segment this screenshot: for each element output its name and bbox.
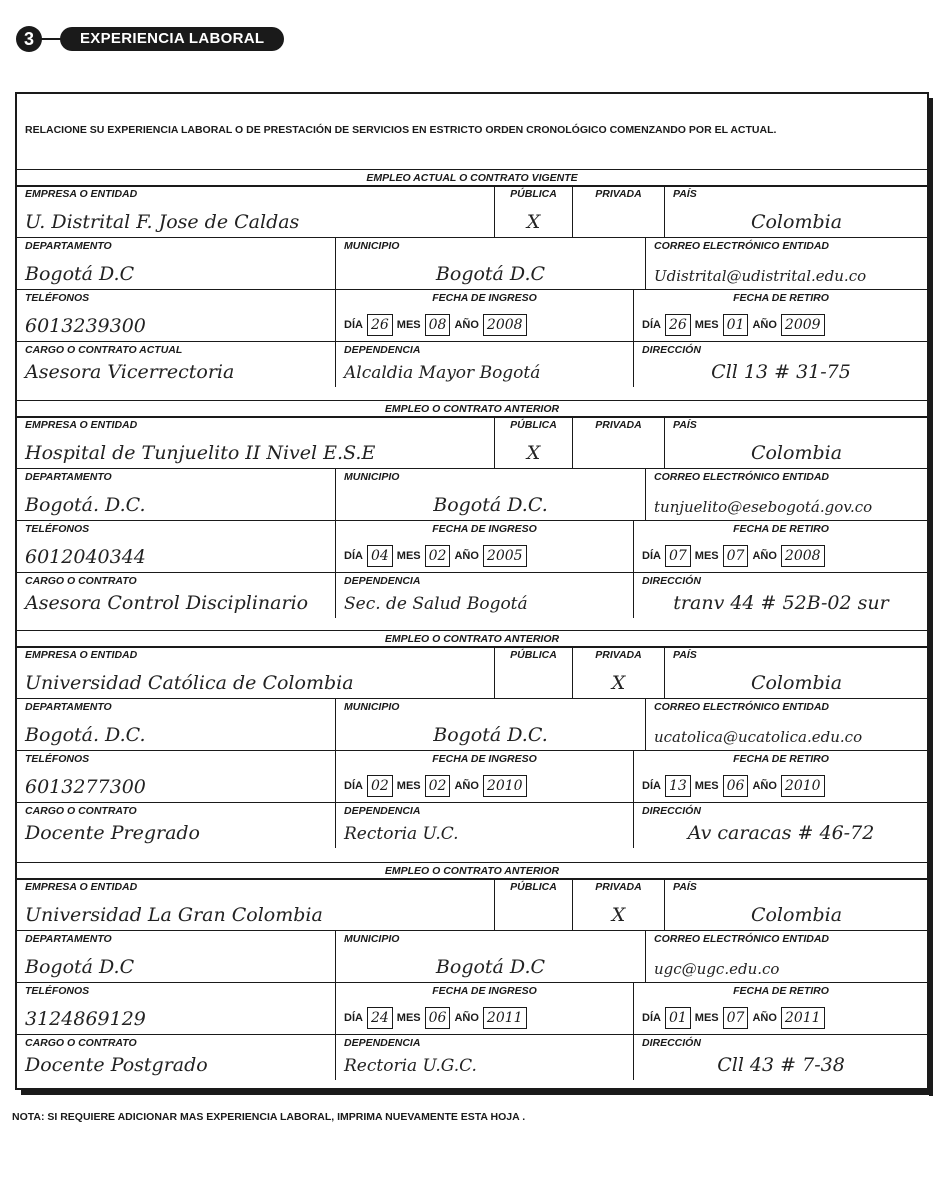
empresa-label: EMPRESA O ENTIDAD xyxy=(25,419,138,431)
direccion-value[interactable]: Av caracas # 46-72 xyxy=(687,822,875,844)
pais-label: PAÍS xyxy=(673,419,697,431)
job-block xyxy=(17,630,927,860)
cargo-value[interactable]: Docente Postgrado xyxy=(25,1054,208,1076)
pais-cell xyxy=(664,646,928,698)
correo-cell xyxy=(645,698,928,750)
empresa-cell xyxy=(16,646,494,698)
anio-label: AÑO xyxy=(454,1011,479,1024)
mes-label: MES xyxy=(396,1011,421,1024)
publica-cell xyxy=(494,878,572,930)
empresa-label: EMPRESA O ENTIDAD xyxy=(25,188,138,200)
pais-value[interactable]: Colombia xyxy=(750,442,843,464)
anio-box[interactable]: 2010 xyxy=(483,775,527,797)
departamento-label: DEPARTAMENTO xyxy=(25,471,112,483)
mes-box[interactable]: 02 xyxy=(425,775,451,797)
fecha-retiro-cell xyxy=(633,982,928,1034)
direccion-label: DIRECCIÓN xyxy=(642,805,701,817)
municipio-cell xyxy=(335,237,645,289)
publica-cell xyxy=(494,416,572,468)
dia-label: DÍA xyxy=(642,549,661,562)
publica-label: PÚBLICA xyxy=(510,419,557,431)
mes-label: MES xyxy=(694,1011,719,1024)
cargo-value[interactable]: Asesora Vicerrectoria xyxy=(25,361,235,383)
telefonos-cell xyxy=(16,750,335,802)
dependencia-label: DEPENDENCIA xyxy=(344,805,421,817)
section-number: 3 xyxy=(16,26,42,52)
mes-box[interactable]: 08 xyxy=(425,314,451,336)
anio-label: AÑO xyxy=(454,779,479,792)
correo-value[interactable]: ugc@ugc.edu.co xyxy=(654,960,780,978)
fecha-retiro-date xyxy=(642,314,829,336)
mes-box[interactable]: 01 xyxy=(723,314,749,336)
privada-label: PRIVADA xyxy=(595,881,642,893)
mes-label: MES xyxy=(694,549,719,562)
publica-mark[interactable]: X xyxy=(526,442,541,464)
anio-box[interactable]: 2009 xyxy=(781,314,825,336)
publica-cell xyxy=(494,646,572,698)
anio-label: AÑO xyxy=(454,549,479,562)
fecha-retiro-label: FECHA DE RETIRO xyxy=(733,292,829,304)
direccion-cell xyxy=(633,802,928,848)
direccion-cell xyxy=(633,341,928,387)
privada-cell xyxy=(572,416,664,468)
correo-value[interactable]: ucatolica@ucatolica.edu.co xyxy=(654,728,863,746)
telefonos-label: TELÉFONOS xyxy=(25,753,90,765)
empresa-value[interactable]: Universidad La Gran Colombia xyxy=(25,904,323,926)
fecha-ingreso-label: FECHA DE INGRESO xyxy=(432,985,537,997)
dia-label: DÍA xyxy=(642,779,661,792)
fecha-ingreso-cell xyxy=(335,520,633,572)
correo-cell xyxy=(645,468,928,520)
empresa-value[interactable]: U. Distrital F. Jose de Caldas xyxy=(25,211,300,233)
municipio-label: MUNICIPIO xyxy=(344,471,400,483)
municipio-label: MUNICIPIO xyxy=(344,933,400,945)
empresa-value[interactable]: Hospital de Tunjuelito II Nivel E.S.E xyxy=(25,442,376,464)
municipio-label: MUNICIPIO xyxy=(344,701,400,713)
fecha-ingreso-label: FECHA DE INGRESO xyxy=(432,292,537,304)
direccion-cell xyxy=(633,1034,928,1080)
pais-value[interactable]: Colombia xyxy=(750,211,843,233)
telefono-value[interactable]: 6012040344 xyxy=(25,546,146,568)
telefonos-cell xyxy=(16,982,335,1034)
anio-label: AÑO xyxy=(752,318,777,331)
pais-cell xyxy=(664,416,928,468)
dia-box[interactable]: 01 xyxy=(665,1007,691,1029)
fecha-ingreso-date xyxy=(344,314,531,336)
pais-label: PAÍS xyxy=(673,649,697,661)
section-title: EXPERIENCIA LABORAL xyxy=(60,27,284,51)
fecha-retiro-label: FECHA DE RETIRO xyxy=(733,753,829,765)
departamento-value[interactable]: Bogotá D.C xyxy=(25,956,135,978)
fecha-retiro-label: FECHA DE RETIRO xyxy=(733,523,829,535)
departamento-value[interactable]: Bogotá. D.C. xyxy=(25,724,146,746)
fecha-retiro-date xyxy=(642,1007,829,1029)
section-header xyxy=(16,26,316,52)
privada-mark[interactable]: X xyxy=(611,672,626,694)
telefonos-label: TELÉFONOS xyxy=(25,985,90,997)
fecha-ingreso-date xyxy=(344,1007,531,1029)
fecha-ingreso-date xyxy=(344,775,531,797)
dependencia-cell xyxy=(335,802,633,848)
dependencia-cell xyxy=(335,1034,633,1080)
anio-label: AÑO xyxy=(752,1011,777,1024)
departamento-cell xyxy=(16,237,335,289)
dia-label: DÍA xyxy=(642,1011,661,1024)
dependencia-value[interactable]: Rectoria U.G.C. xyxy=(344,1056,477,1076)
municipio-cell xyxy=(335,468,645,520)
departamento-value[interactable]: Bogotá D.C xyxy=(25,263,135,285)
cargo-cell xyxy=(16,572,335,618)
departamento-label: DEPARTAMENTO xyxy=(25,933,112,945)
dependencia-label: DEPENDENCIA xyxy=(344,1037,421,1049)
privada-cell xyxy=(572,878,664,930)
publica-label: PÚBLICA xyxy=(510,649,557,661)
municipio-cell xyxy=(335,698,645,750)
departamento-value[interactable]: Bogotá. D.C. xyxy=(25,494,146,516)
dia-label: DÍA xyxy=(642,318,661,331)
cargo-label: CARGO O CONTRATO ACTUAL xyxy=(25,344,183,356)
job-section-header: EMPLEO O CONTRATO ANTERIOR xyxy=(17,630,927,648)
municipio-value[interactable]: Bogotá D.C. xyxy=(433,494,548,516)
publica-cell xyxy=(494,185,572,237)
correo-label: CORREO ELECTRÓNICO ENTIDAD xyxy=(654,240,830,252)
privada-label: PRIVADA xyxy=(595,188,642,200)
pais-label: PAÍS xyxy=(673,188,697,200)
dia-box[interactable]: 24 xyxy=(367,1007,393,1029)
municipio-value[interactable]: Bogotá D.C. xyxy=(433,724,548,746)
empresa-cell xyxy=(16,185,494,237)
telefonos-label: TELÉFONOS xyxy=(25,292,90,304)
mes-label: MES xyxy=(396,779,421,792)
departamento-cell xyxy=(16,468,335,520)
fecha-retiro-cell xyxy=(633,750,928,802)
mes-label: MES xyxy=(396,318,421,331)
direccion-value[interactable]: tranv 44 # 52B-02 sur xyxy=(673,592,889,614)
anio-box[interactable]: 2011 xyxy=(483,1007,527,1029)
mes-box[interactable]: 07 xyxy=(723,545,749,567)
cargo-label: CARGO O CONTRATO xyxy=(25,805,137,817)
experience-form xyxy=(15,92,929,1090)
telefonos-cell xyxy=(16,289,335,341)
telefonos-cell xyxy=(16,520,335,572)
departamento-label: DEPARTAMENTO xyxy=(25,240,112,252)
pais-cell xyxy=(664,878,928,930)
dia-box[interactable]: 13 xyxy=(665,775,691,797)
job-block xyxy=(17,169,927,399)
direccion-value[interactable]: Cll 13 # 31-75 xyxy=(711,361,851,383)
mes-label: MES xyxy=(694,779,719,792)
anio-label: AÑO xyxy=(752,779,777,792)
anio-box[interactable]: 2011 xyxy=(781,1007,825,1029)
municipio-label: MUNICIPIO xyxy=(344,240,400,252)
dia-box[interactable]: 26 xyxy=(665,314,691,336)
mes-label: MES xyxy=(694,318,719,331)
dia-box[interactable]: 02 xyxy=(367,775,393,797)
telefono-value[interactable]: 3124869129 xyxy=(25,1008,146,1030)
job-section-header: EMPLEO ACTUAL O CONTRATO VIGENTE xyxy=(17,169,927,187)
publica-label: PÚBLICA xyxy=(510,881,557,893)
fecha-ingreso-label: FECHA DE INGRESO xyxy=(432,523,537,535)
municipio-value[interactable]: Bogotá D.C xyxy=(435,956,546,978)
correo-label: CORREO ELECTRÓNICO ENTIDAD xyxy=(654,701,830,713)
empresa-cell xyxy=(16,878,494,930)
direccion-label: DIRECCIÓN xyxy=(642,1037,701,1049)
dia-box[interactable]: 04 xyxy=(367,545,393,567)
fecha-ingreso-cell xyxy=(335,289,633,341)
anio-box[interactable]: 2010 xyxy=(781,775,825,797)
empresa-value[interactable]: Universidad Católica de Colombia xyxy=(25,672,354,694)
anio-label: AÑO xyxy=(752,549,777,562)
anio-box[interactable]: 2008 xyxy=(483,314,527,336)
privada-label: PRIVADA xyxy=(595,419,642,431)
correo-cell xyxy=(645,930,928,982)
direccion-cell xyxy=(633,572,928,618)
anio-box[interactable]: 2005 xyxy=(483,545,527,567)
fecha-ingreso-label: FECHA DE INGRESO xyxy=(432,753,537,765)
correo-label: CORREO ELECTRÓNICO ENTIDAD xyxy=(654,471,830,483)
dependencia-cell xyxy=(335,572,633,618)
dia-box[interactable]: 07 xyxy=(665,545,691,567)
frame-shadow-right xyxy=(929,98,933,1096)
dependencia-label: DEPENDENCIA xyxy=(344,344,421,356)
form-instructions: RELACIONE SU EXPERIENCIA LABORAL O DE PRESTACIÓN DE SERVICIOS EN ESTRICTO ORDEN CRONOLÓGICO COMENZANDO POR EL ACTUAL. xyxy=(25,124,777,136)
pais-value[interactable]: Colombia xyxy=(750,672,843,694)
mes-label: MES xyxy=(396,549,421,562)
departamento-label: DEPARTAMENTO xyxy=(25,701,112,713)
mes-box[interactable]: 06 xyxy=(723,775,749,797)
cargo-value[interactable]: Asesora Control Disciplinario xyxy=(25,592,309,614)
telefonos-label: TELÉFONOS xyxy=(25,523,90,535)
publica-mark[interactable]: X xyxy=(526,211,541,233)
municipio-cell xyxy=(335,930,645,982)
telefono-value[interactable]: 6013239300 xyxy=(25,315,146,337)
mes-box[interactable]: 02 xyxy=(425,545,451,567)
fecha-retiro-date xyxy=(642,775,829,797)
privada-cell xyxy=(572,646,664,698)
privada-label: PRIVADA xyxy=(595,649,642,661)
footer-note: NOTA: SI REQUIERE ADICIONAR MAS EXPERIENCIA LABORAL, IMPRIMA NUEVAMENTE ESTA HOJA . xyxy=(12,1111,526,1123)
dependencia-value[interactable]: Rectoria U.C. xyxy=(344,824,459,844)
privada-cell xyxy=(572,185,664,237)
cargo-cell xyxy=(16,341,335,387)
direccion-label: DIRECCIÓN xyxy=(642,344,701,356)
job-section-header: EMPLEO O CONTRATO ANTERIOR xyxy=(17,862,927,880)
dia-label: DÍA xyxy=(344,779,363,792)
dia-label: DÍA xyxy=(344,549,363,562)
fecha-retiro-cell xyxy=(633,520,928,572)
direccion-value[interactable]: Cll 43 # 7-38 xyxy=(717,1054,845,1076)
anio-label: AÑO xyxy=(454,318,479,331)
pais-label: PAÍS xyxy=(673,881,697,893)
publica-label: PÚBLICA xyxy=(510,188,557,200)
pais-cell xyxy=(664,185,928,237)
departamento-cell xyxy=(16,698,335,750)
cargo-label: CARGO O CONTRATO xyxy=(25,575,137,587)
job-block xyxy=(17,400,927,630)
privada-mark[interactable]: X xyxy=(611,904,626,926)
fecha-ingreso-cell xyxy=(335,750,633,802)
dia-label: DÍA xyxy=(344,318,363,331)
mes-box[interactable]: 06 xyxy=(425,1007,451,1029)
empresa-cell xyxy=(16,416,494,468)
cargo-cell xyxy=(16,1034,335,1080)
correo-value[interactable]: tunjuelito@esebogotá.gov.co xyxy=(654,498,873,516)
fecha-retiro-label: FECHA DE RETIRO xyxy=(733,985,829,997)
job-block xyxy=(17,862,927,1092)
fecha-ingreso-date xyxy=(344,545,531,567)
dependencia-value[interactable]: Sec. de Salud Bogotá xyxy=(344,594,528,614)
empresa-label: EMPRESA O ENTIDAD xyxy=(25,649,138,661)
departamento-cell xyxy=(16,930,335,982)
cargo-label: CARGO O CONTRATO xyxy=(25,1037,137,1049)
telefono-value[interactable]: 6013277300 xyxy=(25,776,146,798)
correo-cell xyxy=(645,237,928,289)
dia-label: DÍA xyxy=(344,1011,363,1024)
dependencia-value[interactable]: Alcaldia Mayor Bogotá xyxy=(344,363,541,383)
direccion-label: DIRECCIÓN xyxy=(642,575,701,587)
cargo-value[interactable]: Docente Pregrado xyxy=(25,822,200,844)
mes-box[interactable]: 07 xyxy=(723,1007,749,1029)
municipio-value[interactable]: Bogotá D.C xyxy=(435,263,546,285)
dependencia-cell xyxy=(335,341,633,387)
correo-label: CORREO ELECTRÓNICO ENTIDAD xyxy=(654,933,830,945)
job-section-header: EMPLEO O CONTRATO ANTERIOR xyxy=(17,400,927,418)
fecha-ingreso-cell xyxy=(335,982,633,1034)
fecha-retiro-cell xyxy=(633,289,928,341)
dependencia-label: DEPENDENCIA xyxy=(344,575,421,587)
anio-box[interactable]: 2008 xyxy=(781,545,825,567)
cargo-cell xyxy=(16,802,335,848)
pais-value[interactable]: Colombia xyxy=(750,904,843,926)
correo-value[interactable]: Udistrital@udistrital.edu.co xyxy=(654,267,867,285)
fecha-retiro-date xyxy=(642,545,829,567)
dia-box[interactable]: 26 xyxy=(367,314,393,336)
empresa-label: EMPRESA O ENTIDAD xyxy=(25,881,138,893)
